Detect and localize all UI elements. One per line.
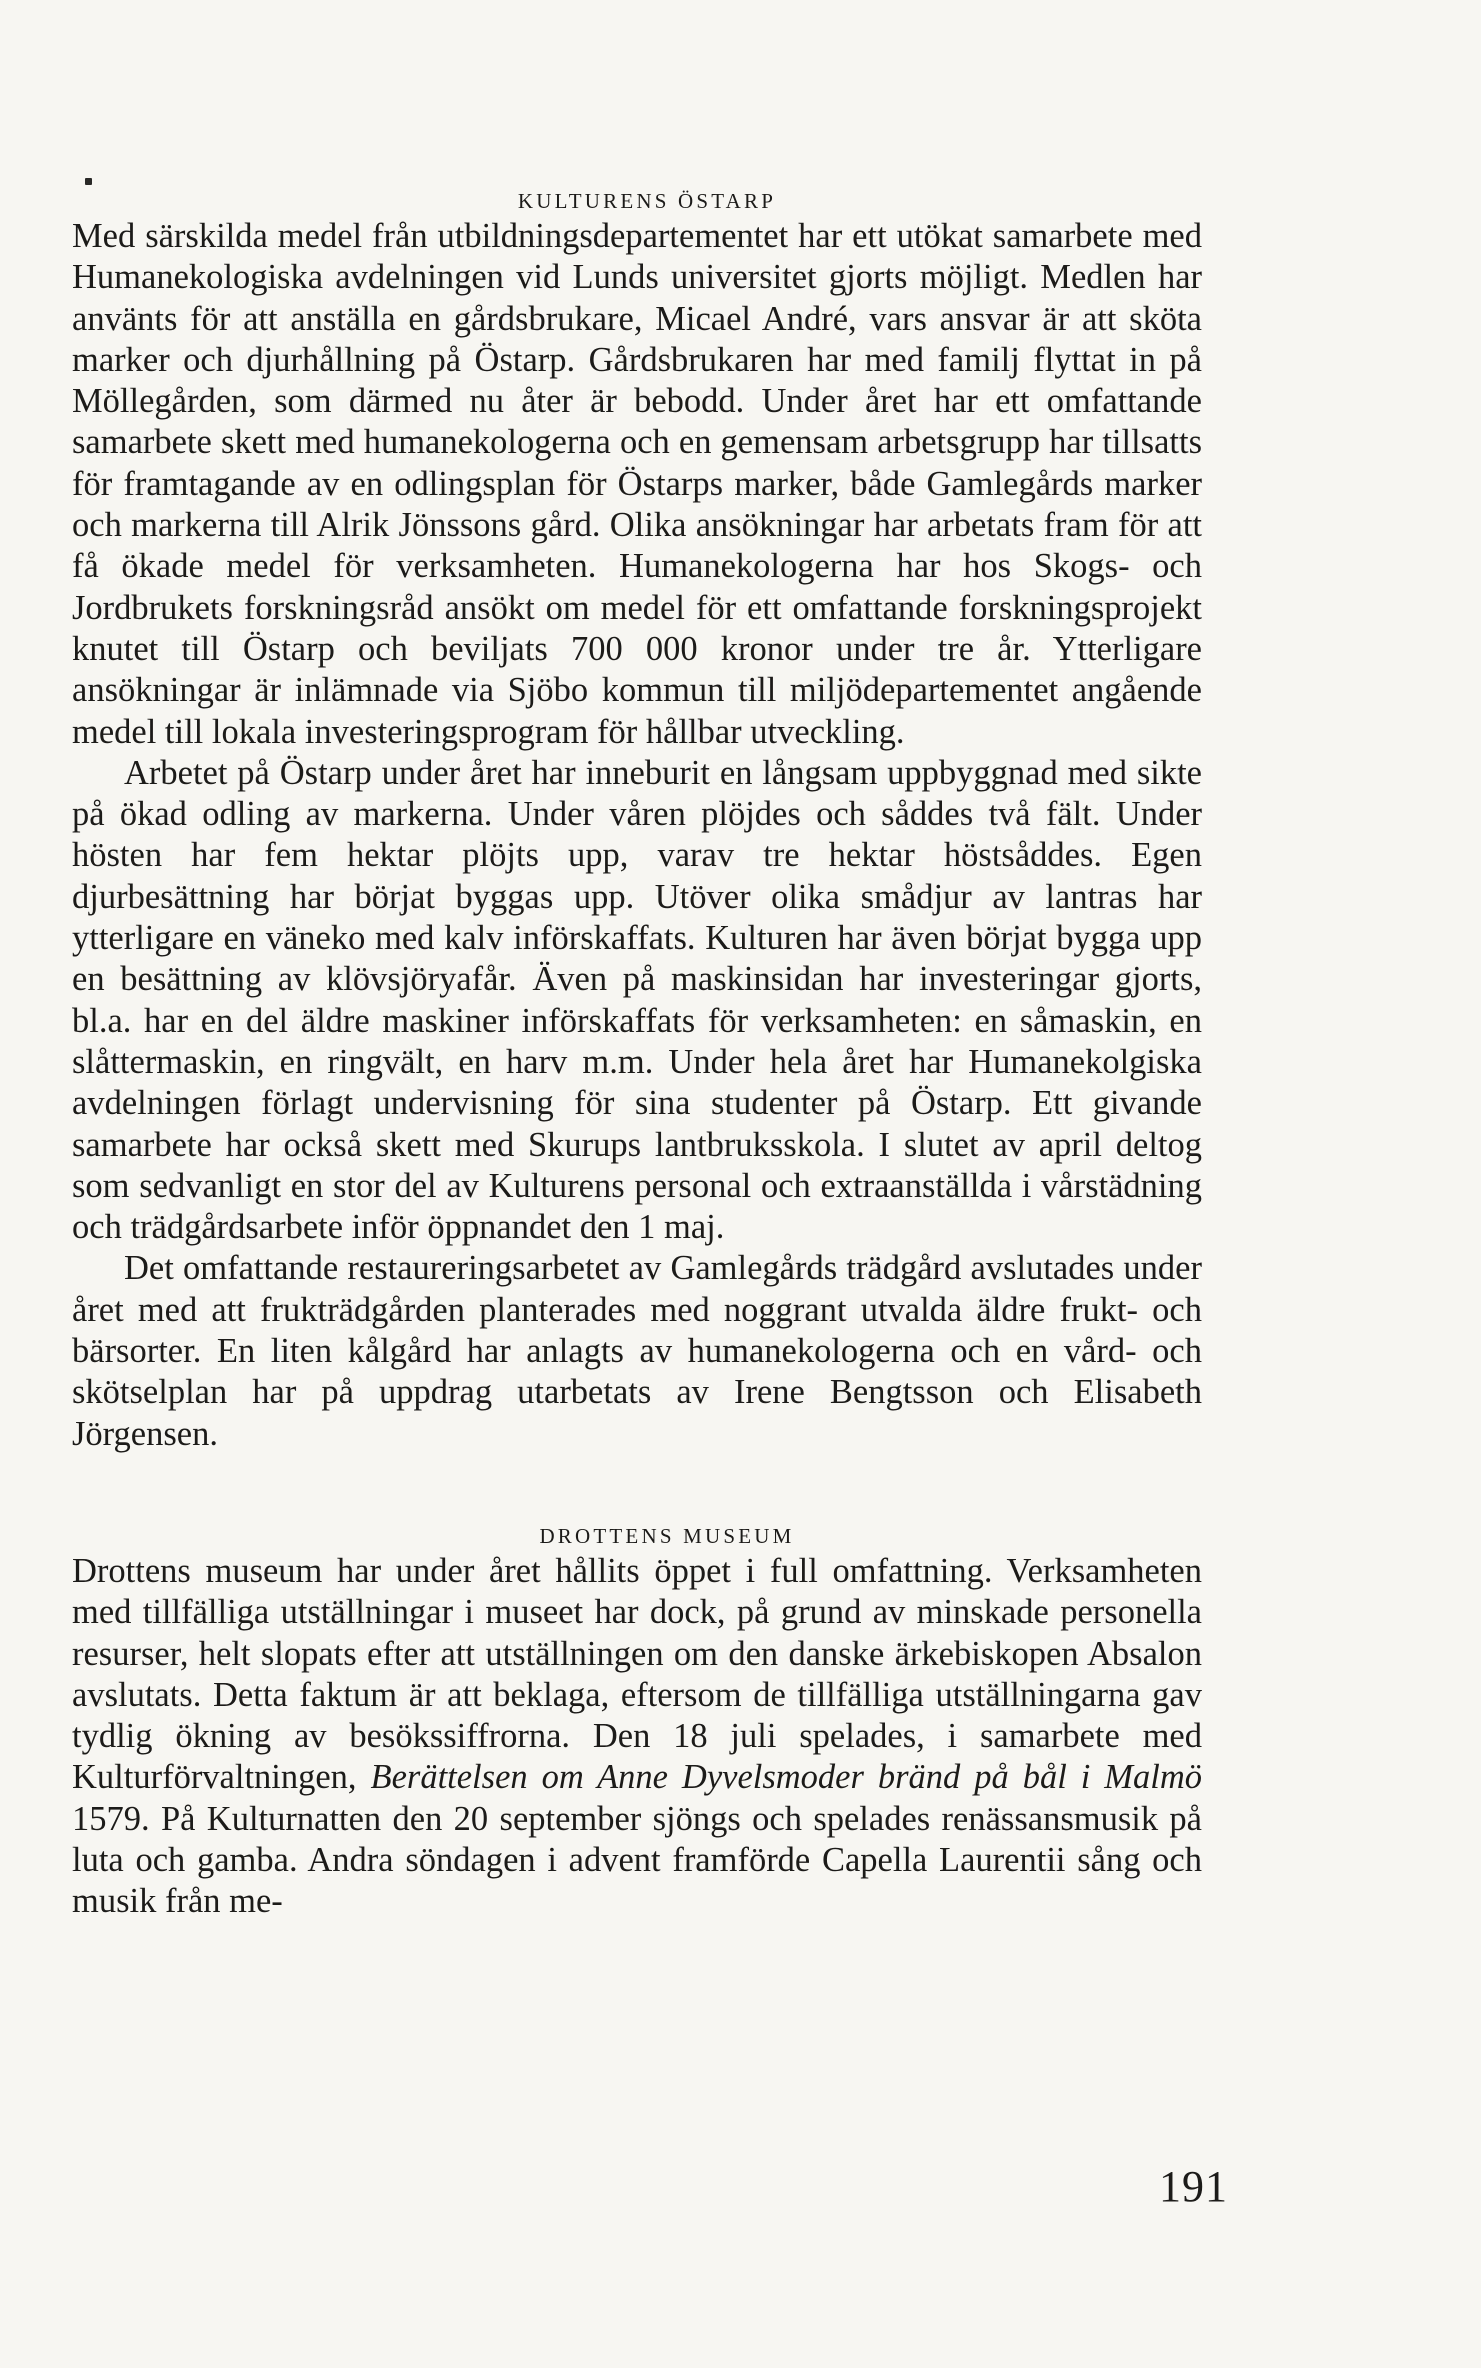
paragraph-text: 1579. På Kulturnatten den 20 september sjöngs och spelades renässansmusik på luta och gamba. Andra söndagen i advent framförde Capella Laurentii sång och musik från me-	[72, 1799, 1202, 1921]
section-body	[72, 216, 1202, 1455]
stray-mark	[85, 178, 92, 185]
paragraph-text: Drottens museum har under året hållits öppet i full omfattning. Verksamheten med tillfälliga utställningar i museet har dock, på grund av minskade personella resurser, helt slopats efter att utställningen om den danske ärkebiskopen Absalon avslutats. Detta faktum är att beklaga, eftersom de tillfälliga utställningarna gav tydlig ökning av besökssiffrorna. Den 18 juli spelades, i samarbete med Kulturförvaltningen,	[72, 1551, 1202, 1797]
paragraph	[72, 1551, 1202, 1923]
section-heading: KULTURENS ÖSTARP	[517, 189, 777, 213]
section-drottens-museum	[72, 1521, 1202, 1923]
page-number: 191	[1159, 2162, 1228, 2211]
page-body	[72, 186, 1202, 1923]
section-body	[72, 1551, 1202, 1923]
paragraph: Arbetet på Östarp under året har inneburit en långsam uppbyggnad med sikte på ökad odling av markerna. Under våren plöjdes och såddes två fält. Under hösten har fem hektar plöjts upp, varav tre hektar höstsåddes. Egen djurbesättning har börjat byggas upp. Utöver olika smådjur av lantras har ytterligare en väneko med kalv införskaffats. Kulturen har även börjat bygga upp en besättning av klövsjöryafår. Även på maskinsidan har investeringar gjorts, bl.a. har en del äldre maskiner införskaffats för verksamheten: en såmaskin, en slåttermaskin, en ringvält, en harv m.m. Under hela året har Humanekolgiska avdelningen förlagt undervisning för sina studenter på Östarp. Ett givande samarbete har också skett med Skurups lantbruksskola. I slutet av april deltog som sedvanligt en stor del av Kulturens personal och extraanställda i vårstädning och trädgårdsarbete inför öppnandet den 1 maj.	[72, 753, 1202, 1247]
paragraph: Det omfattande restaureringsarbetet av Gamlegårds trädgård avslutades under året med att frukträdgården planterades med noggrant utvalda äldre frukt- och bärsorter. En liten kålgård har anlagts av humanekologerna och en vård- och skötselplan har på uppdrag utarbetats av Irene Bengtsson och Elisabeth Jörgensen.	[72, 1249, 1202, 1453]
work-title: Berättelsen om Anne Dyvelsmoder bränd på bål i Malmö	[370, 1758, 1203, 1797]
paragraph: Med särskilda medel från utbildningsdepartementet har ett utökat samarbete med Humanekologiska avdelningen vid Lunds universitet gjorts möjligt. Medlen har använts för att anställa en gårdsbrukare, Micael André, vars ansvar är att sköta marker och djurhållning på Östarp. Gårdsbrukaren har med familj flyttat in på Möllegården, som därmed nu åter är bebodd. Under året har ett omfattande samarbete skett med humanekologerna och en gemensam arbetsgrupp har tillsatts för framtagande av en odlingsplan för Östarps marker, både Gamlegårds marker och markerna till Alrik Jönssons gård. Olika ansökningar har arbetats fram för att få ökade medel för verksamheten. Humanekologerna har hos Skogs- och Jordbrukets forskningsråd ansökt om medel för ett omfattande forskningsprojekt knutet till Östarp och beviljats 700 000 kronor under tre år. Ytterligare ansökningar är inlämnade via Sjöbo kommun till miljödepartementet angående medel till lokala investeringsprogram för hållbar utveckling.	[72, 217, 1202, 751]
section-kulturens-ostarp	[72, 186, 1202, 1455]
section-heading: DROTTENS MUSEUM	[539, 1523, 795, 1548]
